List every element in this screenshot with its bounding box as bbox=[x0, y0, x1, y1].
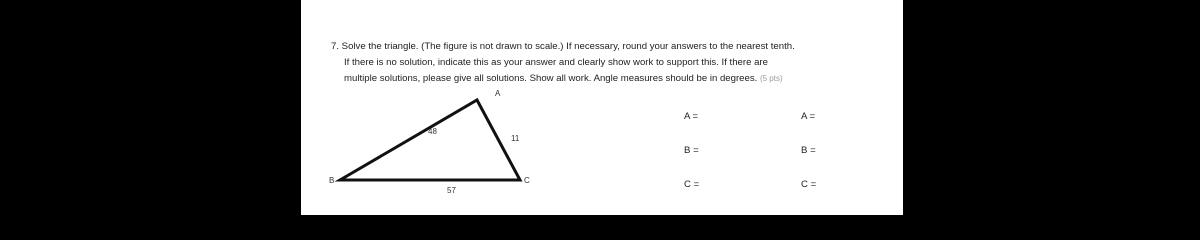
side-label-ac: 11 bbox=[511, 134, 520, 143]
vertex-label-c: C bbox=[524, 176, 530, 185]
answer-c-2: C = bbox=[801, 179, 817, 190]
answer-a-2: A = bbox=[801, 111, 816, 122]
triangle-figure bbox=[331, 88, 531, 208]
answer-column-2 bbox=[801, 111, 816, 213]
worksheet-page bbox=[301, 0, 903, 215]
question-line-3-text: multiple solutions, please give all solutions. Show all work. Angle measures should be in degrees. bbox=[344, 73, 758, 84]
question-text bbox=[331, 39, 891, 87]
points-note: (5 pts) bbox=[759, 74, 783, 83]
answer-column-1 bbox=[684, 111, 699, 213]
triangle-shape bbox=[340, 100, 520, 180]
answer-c-1: C = bbox=[684, 179, 700, 190]
answer-a-1: A = bbox=[684, 111, 699, 122]
question-line-2: If there is no solution, indicate this as your answer and clearly show work to support this. If there are bbox=[344, 57, 768, 68]
question-line-1: 7. Solve the triangle. (The figure is not drawn to scale.) If necessary, round your answers to the nearest tenth. bbox=[331, 41, 795, 52]
side-label-bc: 57 bbox=[447, 186, 456, 195]
side-label-ab: 48 bbox=[428, 127, 437, 136]
vertex-label-a: A bbox=[495, 89, 501, 98]
answer-b-1: B = bbox=[684, 145, 699, 156]
triangle-diagram bbox=[331, 88, 531, 208]
answer-b-2: B = bbox=[801, 145, 816, 156]
vertex-label-b: B bbox=[329, 176, 335, 185]
question-line-3 bbox=[331, 71, 891, 87]
